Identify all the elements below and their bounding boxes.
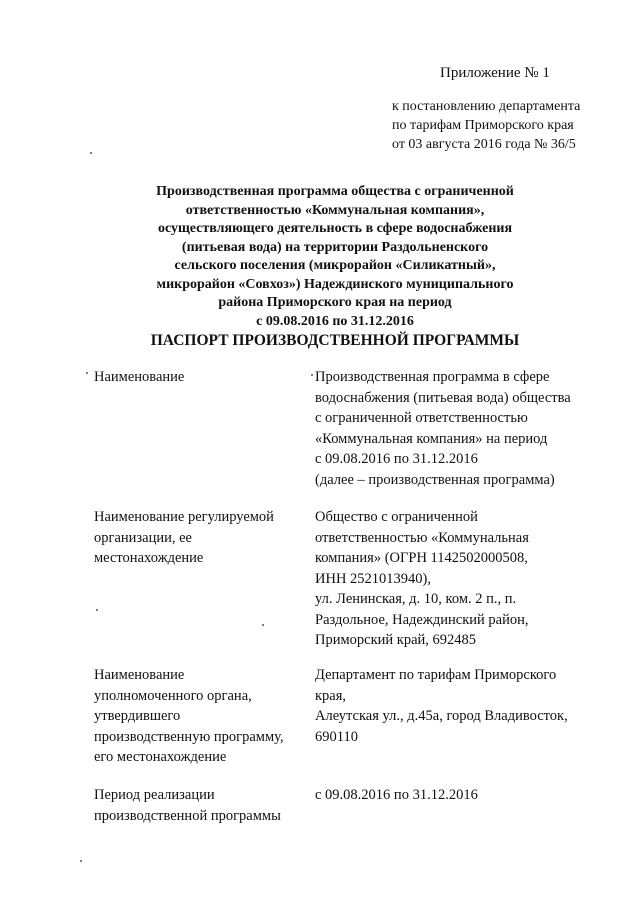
row-label-line: организации, ее <box>94 529 192 546</box>
row-label-line: местонахождение <box>94 550 204 566</box>
row-label-line: Наименование <box>94 667 185 683</box>
row-value-line: Приморский край, 692485 <box>315 632 477 648</box>
scan-speck <box>96 609 98 611</box>
row-label-line: его местонахождение <box>94 749 227 765</box>
scan-speck <box>80 860 82 862</box>
appendix-ref-line: от 03 августа 2016 года № 36/5 <box>392 137 576 152</box>
row-value <box>315 665 615 747</box>
passport-heading: ПАСПОРТ ПРОИЗВОДСТВЕННОЙ ПРОГРАММЫ <box>150 332 520 349</box>
row-value-line: водоснабжения (питьевая вода) общества <box>315 389 571 406</box>
row-value-line: ул. Ленинская, д. 10, ком. 2 п., п. <box>315 591 517 607</box>
program-title-line: микрорайон «Совхоз») Надеждинского муниципального <box>156 276 514 292</box>
row-label-line: производственную программу, <box>94 728 284 745</box>
program-title-line: осуществляющего деятельность в сфере водоснабжения <box>157 221 513 236</box>
scan-speck <box>262 624 264 626</box>
row-value-line: компания» (ОГРН 1142502000508, <box>315 550 528 566</box>
row-label-line: Наименование регулируемой <box>94 509 274 525</box>
row-value-line: Общество с ограниченной <box>315 509 478 525</box>
row-value-line: с ограниченной ответственностью <box>315 410 528 426</box>
program-title-line: Производственная программа общества с ограниченной <box>156 184 514 199</box>
row-label-line: уполномоченного органа, <box>94 687 252 704</box>
row-value-line: ИНН 2521013940), <box>315 570 431 587</box>
appendix-ref-line: по тарифам Приморского края <box>392 118 574 133</box>
scan-speck <box>86 372 88 374</box>
row-value-line: (далее – производственная программа) <box>315 471 555 488</box>
program-title-line: ответственностью «Коммунальная компания», <box>185 202 485 218</box>
row-label-line: Наименование <box>94 369 185 385</box>
row-label <box>94 507 309 569</box>
row-value-line: Департамент по тарифам Приморского <box>315 667 557 683</box>
row-label <box>94 367 309 388</box>
row-value-line: «Коммунальная компания» на период <box>315 430 548 447</box>
row-value-line: с 09.08.2016 по 31.12.2016 <box>315 787 478 803</box>
program-title <box>120 183 550 331</box>
program-title-line: с 09.08.2016 по 31.12.2016 <box>256 313 414 329</box>
row-label-line: производственной программы <box>94 807 281 824</box>
row-value-line: Раздольное, Надеждинский район, <box>315 611 529 628</box>
row-value-line: ответственностью «Коммунальная <box>315 529 529 546</box>
program-title-line: сельского поселения (микрорайон «Силикатный», <box>174 258 496 273</box>
row-value-line: 690110 <box>315 728 358 745</box>
program-title-line: района Приморского края на период <box>218 295 452 310</box>
program-title-line: (питьевая вода) на территории Раздольненского <box>181 239 489 255</box>
scan-speck <box>90 152 92 154</box>
row-value <box>315 507 615 651</box>
row-value-line: Алеутская ул., д.45а, город Владивосток, <box>315 708 568 724</box>
row-value-line: Производственная программа в сфере <box>315 369 550 385</box>
row-value-line: с 09.08.2016 по 31.12.2016 <box>315 451 478 467</box>
row-label <box>94 785 309 826</box>
row-label-line: Период реализации <box>94 787 215 803</box>
scan-speck <box>311 374 313 376</box>
row-label-line: утвердившего <box>94 708 181 724</box>
appendix-title: Приложение № 1 <box>440 65 550 81</box>
row-label <box>94 665 309 768</box>
row-value-line: края, <box>315 687 347 704</box>
row-value <box>315 785 615 806</box>
appendix-reference <box>392 97 632 154</box>
row-value <box>315 367 615 490</box>
appendix-ref-line: к постановлению департамента <box>392 99 581 114</box>
